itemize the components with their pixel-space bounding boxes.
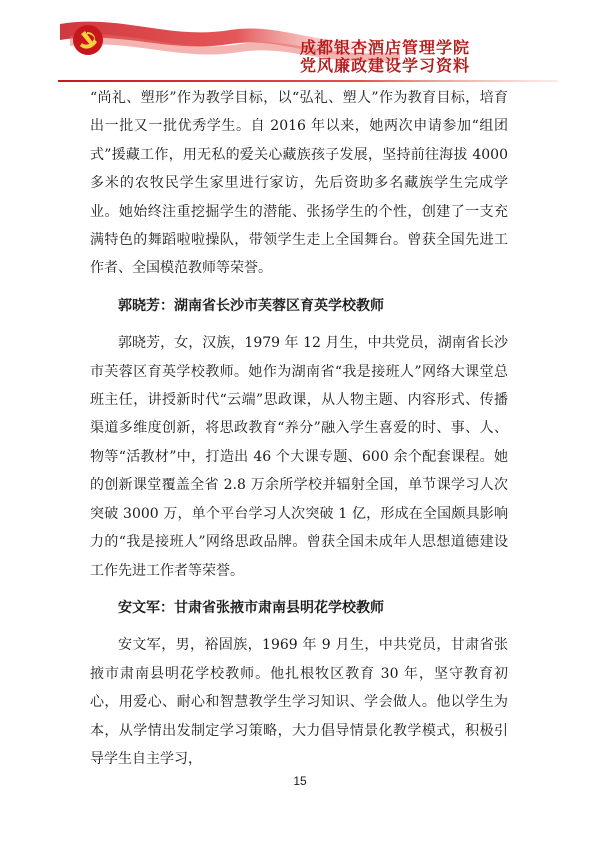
- paragraph-2: 郭晓芳，女，汉族，1979 年 12 月生，中共党员，湖南省长沙市芙蓉区育英学校教师。她作为湖南省“我是接班人”网络大课堂总班主任，讲授新时代“云端”思政课，从人物主题、内容形式、传播渠道多维度创新，将思政教育“养分”融入学生喜爱的时、事、人、物等“活教材”中，打造出 46 个大课专题、600 余个配套课程。她的创新课堂覆盖全省 2.8 万余所学校并辐射全国，单节课学习人次突破 3000 万，单个平台学习人次突破 1 亿，形成在全国颇具影响力的“我是接班人”网络思政品牌。曾获全国未成年人思想道德建设工作先进工作者等荣誉。: [90, 335, 508, 579]
- header-title-line2: 党风廉政建设学习资料: [299, 56, 470, 75]
- section-heading-3: 安文军：甘肃省张掖市肃南县明花学校教师: [118, 599, 384, 616]
- paragraph-3: 安文军，男，裕固族，1969 年 9 月生，中共党员，甘肃省张掖市肃南县明花学校教师。他扎根牧区教育 30 年，坚守教育初心，用爱心、耐心和智慧教学生学习知识、学会做人。他以学生为本，从学情出发制定学习策略，大力倡导情景化教学模式，积极引导学生自主学习，: [90, 637, 508, 767]
- paragraph-1: “尚礼、塑形”作为教学目标，以“弘礼、塑人”作为教育目标，培育出一批又一批优秀学生。自 2016 年以来，她两次申请参加“组团式”援藏工作，用无私的爱关心藏族孩子发展，坚持前往海拔 4000 多米的农牧民学生家里进行家访，先后资助多名藏族学生完成学业。她始终注重挖掘学生的潜能、张扬学生的个性，创建了一支充满特色的舞蹈啦啦操队，带领学生走上全国舞台。曾获全国先进工作者、全国模范教师等荣誉。: [90, 90, 508, 277]
- party-emblem-icon: [73, 25, 103, 55]
- section-heading-2: 郭晓芳：湖南省长沙市芙蓉区育英学校教师: [118, 297, 384, 314]
- page-content: [90, 84, 508, 773]
- page-header: [0, 0, 600, 84]
- header-title-line1: 成都银杏酒店管理学院: [299, 38, 470, 57]
- page-number: 15: [293, 774, 307, 788]
